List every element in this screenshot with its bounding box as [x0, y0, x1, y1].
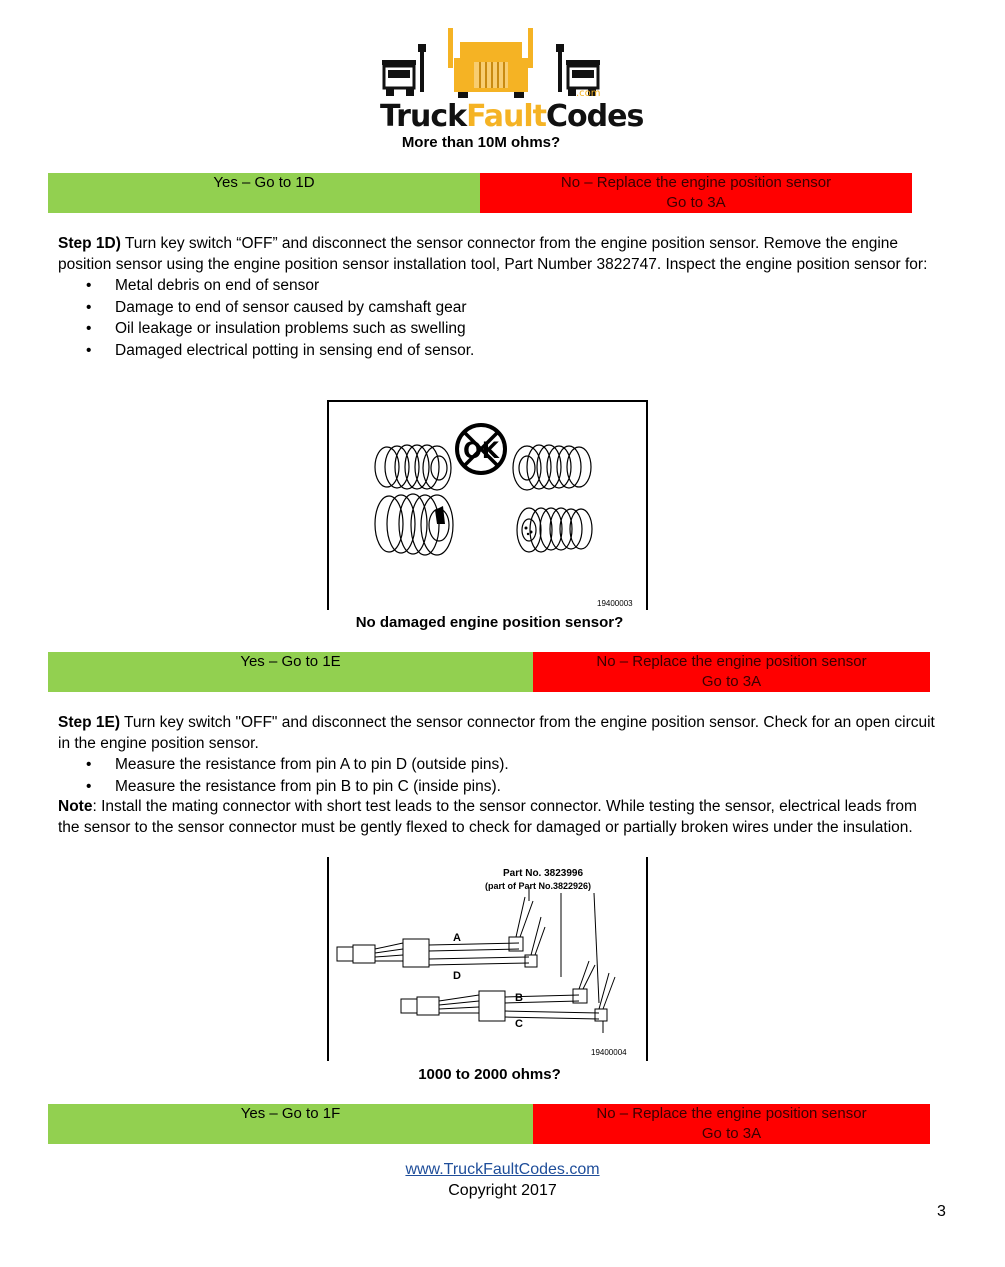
step-1d-text: Turn key switch “OFF” and disconnect the sensor connector from the engine position sensor. Remove the engine position sensor using the engine position sensor installation tool, Part Number 3822747. Inspect the engine position sensor for: — [58, 235, 928, 273]
no-option-line2: Go to 3A — [701, 1125, 762, 1142]
center-truck-icon — [448, 28, 533, 98]
figure-1-id: 19400003 — [597, 599, 633, 608]
sensor-damage-illustration — [329, 402, 646, 610]
step-1e-bullets — [58, 754, 938, 797]
question-3: 1000 to 2000 ohms? — [418, 1066, 561, 1083]
truckfaultcodes-logo — [378, 22, 644, 134]
bullet-item: • Oil leakage or insulation problems such as swelling — [58, 318, 938, 340]
figure-2-id: 19400004 — [591, 1048, 627, 1057]
answer-bar-2 — [48, 652, 930, 692]
bullet-item: • Measure the resistance from pin A to pin D (outside pins). — [58, 754, 938, 776]
step-1e-text: Turn key switch "OFF" and disconnect the sensor connector from the engine position sensor. Check for an open circuit in the engine position sensor. — [58, 714, 935, 752]
bullet-item: • Damaged electrical potting in sensing end of sensor. — [58, 340, 938, 362]
note-paragraph — [58, 797, 938, 838]
ok-crossed-icon: OK — [463, 439, 499, 464]
pin-d-label: D — [453, 970, 461, 982]
logo-text-com: .com — [576, 88, 601, 99]
bullet-item: • Damage to end of sensor caused by camshaft gear — [58, 297, 938, 319]
no-option-line1: No – Replace the engine position sensor — [560, 174, 832, 191]
no-option-line2: Go to 3A — [666, 194, 726, 211]
logo-text-truck: Truck — [380, 99, 467, 134]
no-option-line1: No – Replace the engine position sensor — [596, 1105, 867, 1122]
pin-b-label: B — [515, 992, 523, 1004]
sensor-test-leads-illustration — [329, 857, 646, 1061]
pin-a-label: A — [453, 932, 461, 944]
step-1e-label: Step 1E) — [58, 714, 121, 731]
no-option-replace-1[interactable] — [480, 173, 912, 213]
step-1d-bullets — [58, 275, 938, 361]
answer-bar-3 — [48, 1104, 930, 1144]
sensor-damage-figure — [327, 400, 648, 610]
part-number-label: Part No. 3823996 — [503, 868, 584, 879]
yes-option-1e[interactable]: Yes – Go to 1E — [48, 652, 533, 692]
bullet-item: • Metal debris on end of sensor — [58, 275, 938, 297]
answer-bar-1 — [48, 173, 912, 213]
no-option-replace-2[interactable] — [533, 652, 930, 692]
no-option-line2: Go to 3A — [701, 673, 762, 690]
question-1: More than 10M ohms? — [401, 134, 561, 151]
step-1d-paragraph — [58, 234, 938, 275]
no-option-replace-3[interactable] — [533, 1104, 930, 1144]
step-1d — [58, 234, 938, 361]
sensor-test-leads-figure — [327, 857, 648, 1061]
copyright-text: Copyright 2017 — [448, 1182, 557, 1199]
page-number: 3 — [937, 1203, 946, 1220]
note-text: : Install the mating connector with short test leads to the sensor connector. While testing the sensor, electrical leads from the sensor to the sensor connector must be gently flexed to check for damaged or partially broken wires under the insulation. — [58, 798, 917, 836]
svg-text:TruckFaultCodes — [380, 99, 643, 134]
pin-c-label: C — [515, 1018, 523, 1030]
yes-option-1f[interactable]: Yes – Go to 1F — [48, 1104, 533, 1144]
step-1e-paragraph — [58, 713, 938, 754]
no-option-line1: No – Replace the engine position sensor — [596, 653, 867, 670]
step-1d-label: Step 1D) — [58, 235, 121, 252]
bullet-item: • Measure the resistance from pin B to pin C (inside pins). — [58, 776, 938, 798]
logo-text-codes: Codes — [546, 99, 644, 134]
question-2: No damaged engine position sensor? — [355, 614, 624, 631]
note-label: Note — [58, 798, 93, 815]
logo-text-fault: Fault — [466, 99, 547, 134]
left-truck-icon — [382, 44, 426, 96]
website-link[interactable]: www.TruckFaultCodes.com — [405, 1161, 600, 1178]
part-of-label: (part of Part No.3822926) — [485, 881, 592, 891]
yes-option-1d[interactable]: Yes – Go to 1D — [48, 173, 480, 213]
step-1e — [58, 713, 938, 838]
